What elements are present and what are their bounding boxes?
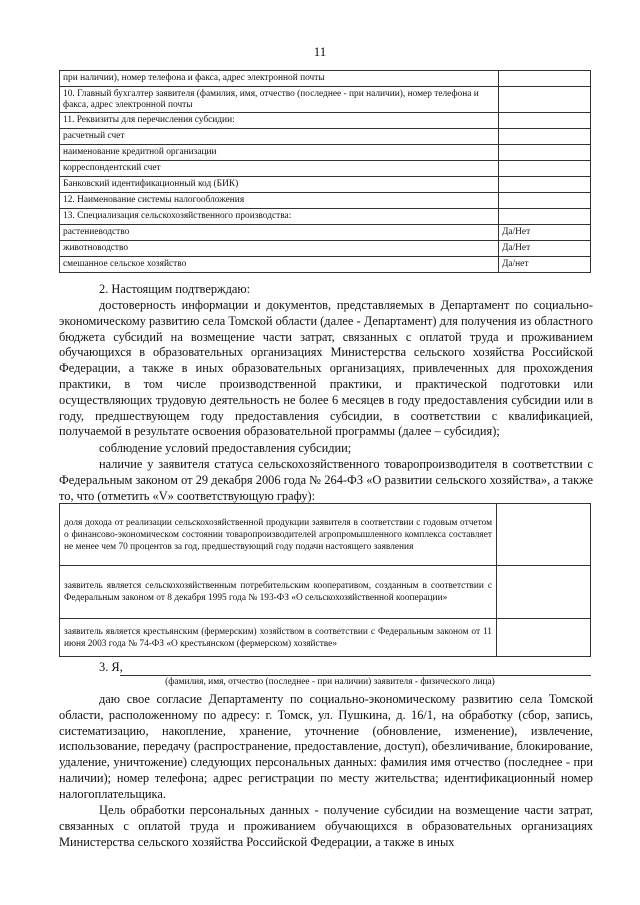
consent-paragraph: даю свое согласие Департаменту по социально-экономическому развитию села Томской области, расположенному по адресу: г. Томск, ул. Пушкина, д. 16/1, на обработку (сбор, запись, систематизацию, накопление, хранение, уточнение (обновление, изменение), извлечение, использование, передачу (распространение, предоставление, доступ), обезличивание, блокирование, удаление, уничтожение) следующих персональных данных: фамилия имя отчество (последнее - при наличии); номер телефона; адрес регистрации по месту жительства; идентификационный номер налогоплательщика.	[59, 692, 593, 801]
option-text: доля дохода от реализации сельскохозяйственной продукции заявителя в соответствии с годовым отчетом о финансово-экономическом состоянии товаропроизводителей агропромышленного комплекса составляет не менее чем 70 процентов за год, предшествующий году подачи настоящего заявления	[60, 504, 497, 566]
option-text: заявитель является крестьянским (фермерским) хозяйством в соответствии с Федеральным законом от 11 июня 2003 года № 74-ФЗ «О крестьянском (фермерском) хозяйстве»	[60, 619, 497, 657]
table-row	[60, 113, 591, 129]
status-options-table	[59, 503, 591, 657]
row-value	[499, 129, 591, 145]
row-label: корреспондентский счет	[60, 161, 499, 177]
row-label: 11. Реквизиты для перечисления субсидии:	[60, 113, 499, 129]
row-value	[499, 87, 591, 113]
full-name-line[interactable]	[120, 675, 591, 676]
table-row	[60, 71, 591, 87]
table-row	[60, 209, 591, 225]
row-value: Да/Нет	[499, 241, 591, 257]
page-number: 11	[313, 44, 327, 59]
purpose-paragraph: Цель обработки персональных данных - получение субсидии на возмещение части затрат, связанных с оплатой труда и проживанием обучающихся в образовательных организациях Министерства сельского хозяйства Российской Федерации, а также в иных	[59, 803, 593, 849]
row-value	[499, 71, 591, 87]
row-label: 10. Главный бухгалтер заявителя (фамилия, имя, отчество (последнее - при наличии), номер телефона и факса, адрес электронной почты	[60, 87, 499, 113]
table-row	[60, 161, 591, 177]
conditions-paragraph: соблюдение условий предоставления субсидии;	[99, 441, 352, 455]
row-value	[499, 113, 591, 129]
row-value: Да/нет	[499, 257, 591, 273]
table-row	[60, 177, 591, 193]
confirmation-paragraph: достоверность информации и документов, представляемых в Департамент по социально-экономическому развитию села Томской области (далее - Департамент) для получения из областного бюджета субсидий на возмещение части затрат, связанных с оплатой труда и проживанием обучающихся в образовательных организациях Министерства сельского хозяйства Российской Федерации, а также в иных образовательных организациях, привлеченных для прохождения практики, в том числе производственной практики, и практической подготовки или осуществляющих трудовую деятельность не более 6 месяцев в году предоставления субсидии или в году, предшествующем году предоставления субсидии, в соответствии с квалификацией, получаемой в результате освоения образовательной программы (далее – субсидия);	[59, 298, 593, 439]
section-2-heading: 2. Настоящим подтверждаю:	[99, 282, 251, 296]
row-label: животноводство	[60, 241, 499, 257]
row-value	[499, 177, 591, 193]
row-value	[499, 209, 591, 225]
status-paragraph: наличие у заявителя статуса сельскохозяйственного товаропроизводителя в соответствии с Федеральным законом от 29 декабря 2006 года № 264-ФЗ «О развитии сельского хозяйства», а также то, что (отметить «V» соответствующую графу):	[59, 457, 593, 503]
table-row	[60, 193, 591, 209]
row-value	[499, 161, 591, 177]
option-checkbox-cell[interactable]	[497, 619, 591, 657]
row-value	[499, 145, 591, 161]
row-label: при наличии), номер телефона и факса, адрес электронной почты	[60, 71, 499, 87]
section-3-label: 3. Я,	[99, 660, 123, 674]
row-label: смешанное сельское хозяйство	[60, 257, 499, 273]
table-row	[60, 257, 591, 273]
row-label: расчетный счет	[60, 129, 499, 145]
table-row	[60, 129, 591, 145]
row-value	[499, 193, 591, 209]
option-text: заявитель является сельскохозяйственным потребительским кооперативом, созданным в соответствии с Федеральным законом от 8 декабря 1995 года № 193-ФЗ «О сельскохозяйственной кооперации»	[60, 566, 497, 619]
option-checkbox-cell[interactable]	[497, 504, 591, 566]
row-label: 12. Наименование системы налогообложения	[60, 193, 499, 209]
table-row	[60, 566, 591, 619]
row-label: Банковский идентификационный код (БИК)	[60, 177, 499, 193]
applicant-details-table	[59, 70, 591, 273]
option-checkbox-cell[interactable]	[497, 566, 591, 619]
row-label: 13. Специализация сельскохозяйственного производства:	[60, 209, 499, 225]
table-row	[60, 87, 591, 113]
row-label: наименование кредитной организации	[60, 145, 499, 161]
table-row	[60, 225, 591, 241]
table-row	[60, 145, 591, 161]
full-name-caption: (фамилия, имя, отчество (последнее - при наличии) заявителя - физического лица)	[165, 677, 495, 687]
table-row	[60, 504, 591, 566]
row-label: растениеводство	[60, 225, 499, 241]
row-value: Да/Нет	[499, 225, 591, 241]
table-row	[60, 241, 591, 257]
table-row	[60, 619, 591, 657]
